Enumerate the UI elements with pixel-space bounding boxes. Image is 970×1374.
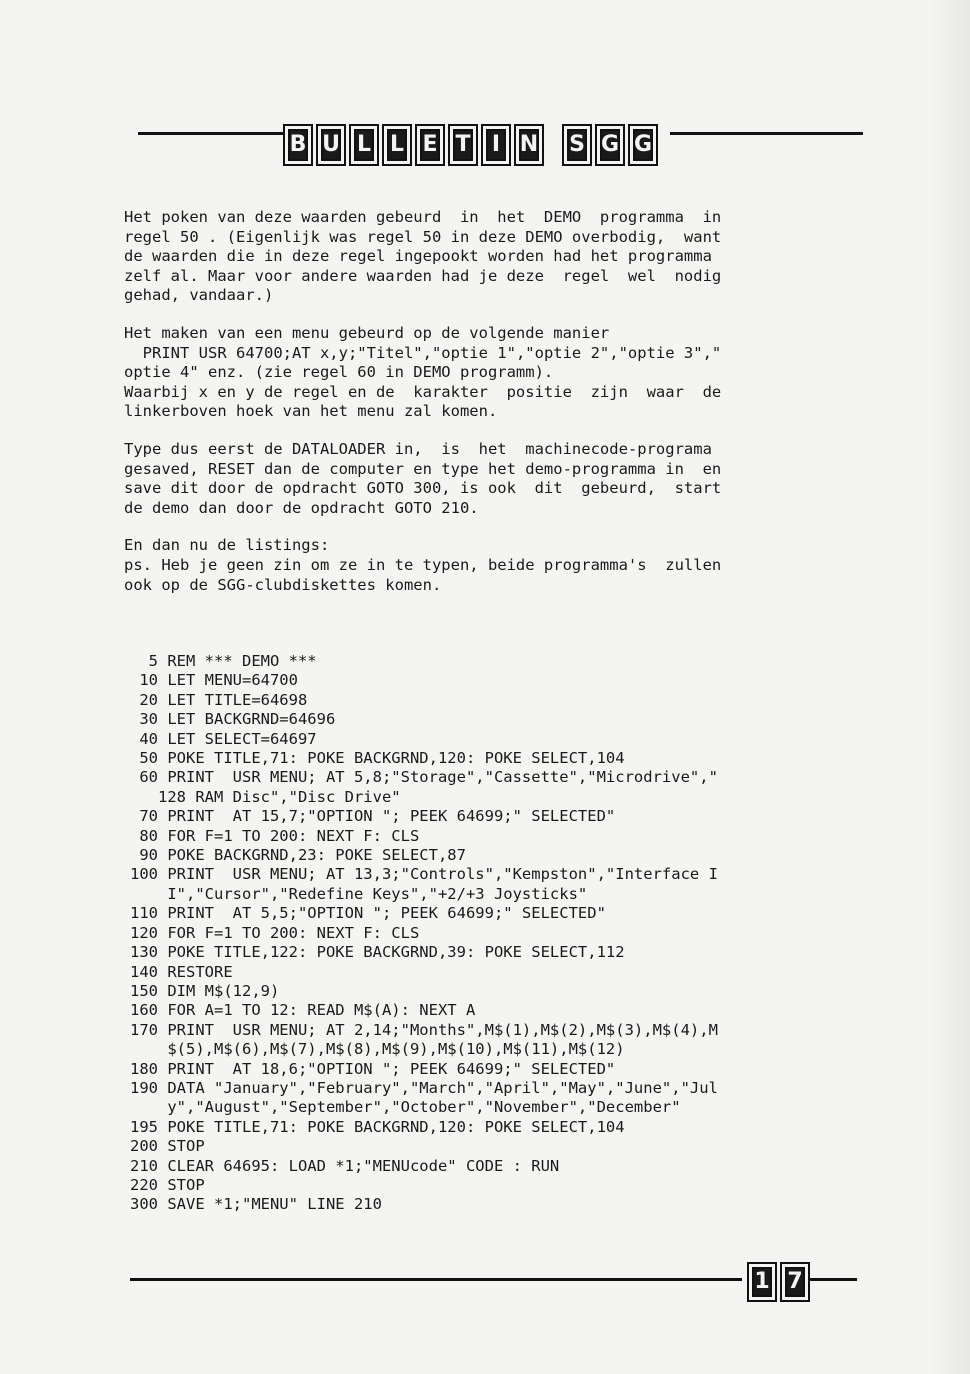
paragraph [124, 536, 870, 595]
footer-rule [130, 1278, 742, 1281]
page-letter-tile [780, 1262, 810, 1302]
listing-line: 40 LET SELECT=64697 [130, 729, 317, 748]
listing-line: 300 SAVE *1;"MENU" LINE 210 [130, 1195, 382, 1214]
paragraph-line: En dan nu de listings: [124, 536, 330, 555]
paragraph-line: gehad, vandaar.) [124, 286, 274, 305]
title1-letter-tile [448, 124, 478, 166]
title2-letter: S [569, 132, 585, 157]
title1-letter-tile [349, 124, 379, 166]
title1-letter: U [322, 132, 340, 157]
listing-line: 140 RESTORE [130, 962, 233, 981]
listing-line: 90 POKE BACKGRND,23: POKE SELECT,87 [130, 846, 466, 865]
bulletin-title [283, 118, 658, 172]
header-rule-left [138, 132, 283, 135]
paragraph-line: save dit door de opdracht GOTO 300, is ook dit gebeurd, start [124, 479, 722, 498]
header-rule-right [670, 132, 863, 135]
paragraph-line: de waarden die in deze regel ingepookt worden had het programma [124, 247, 712, 266]
listing-line: 50 POKE TITLE,71: POKE BACKGRND,120: POKE SELECT,104 [130, 749, 625, 768]
paragraph-line: Waarbij x en y de regel en de karakter positie zijn waar de [124, 382, 722, 401]
page-letter: 1 [754, 1269, 770, 1294]
listing-line: 170 PRINT USR MENU; AT 2,14;"Months",M$(1),M$(2),M$(3),M$(4),M [130, 1020, 718, 1039]
paragraph-line: ook op de SGG-clubdiskettes komen. [124, 575, 442, 594]
title1-letter: E [422, 132, 438, 157]
paragraph-line: ps. Heb je geen zin om ze in te typen, beide programma's zullen [124, 555, 722, 574]
title1-letter-tile [316, 124, 346, 166]
basic-listing [130, 652, 870, 1215]
paragraph-line: Het maken van een menu gebeurd op de volgende manier [124, 323, 610, 342]
article-body [124, 208, 870, 613]
title2-letter-tile [628, 124, 658, 166]
listing-line: 160 FOR A=1 TO 12: READ M$(A): NEXT A [130, 1001, 476, 1020]
title1-letter: N [519, 132, 539, 157]
title-word-bulletin [283, 124, 544, 166]
title1-letter: L [356, 132, 372, 157]
title1-letter-tile [415, 124, 445, 166]
page-number [747, 1262, 810, 1302]
listing-line: 180 PRINT AT 18,6;"OPTION "; PEEK 64699;" SELECTED" [130, 1059, 616, 1078]
page-edge-shadow [930, 0, 970, 1374]
paragraph-line: gesaved, RESET dan de computer en type het demo-programma in en [124, 459, 722, 478]
title2-letter: G [600, 132, 620, 157]
title1-letter: B [289, 132, 307, 157]
title1-letter-tile [514, 124, 544, 166]
paragraph [124, 440, 870, 518]
title1-letter-tile [481, 124, 511, 166]
paragraph-line: Het poken van deze waarden gebeurd in het DEMO programma in [124, 208, 722, 226]
listing-line: 20 LET TITLE=64698 [130, 690, 308, 709]
footer-rule-right [810, 1278, 857, 1281]
paragraph-line: zelf al. Maar voor andere waarden had je deze regel wel nodig [124, 266, 722, 285]
listing-line: 5 REM *** DEMO *** [130, 652, 317, 670]
title1-letter-tile [283, 124, 313, 166]
listing-line: 110 PRINT AT 5,5;"OPTION "; PEEK 64699;" SELECTED" [130, 904, 606, 923]
listing-line: 190 DATA "January","February","March","April","May","June","Jul [130, 1078, 718, 1097]
listing-line: 200 STOP [130, 1137, 205, 1156]
title2-letter-tile [595, 124, 625, 166]
listing-line: 150 DIM M$(12,9) [130, 981, 280, 1000]
page-letter: 7 [787, 1269, 803, 1294]
paragraph-line: optie 4" enz. (zie regel 60 in DEMO programm). [124, 363, 554, 382]
listing-line: 128 RAM Disc","Disc Drive" [130, 787, 401, 806]
listing-line: 120 FOR F=1 TO 200: NEXT F: CLS [130, 923, 420, 942]
listing-line: 100 PRINT USR MENU; AT 13,3;"Controls","Kempston","Interface I [130, 865, 718, 884]
listing-line: 10 LET MENU=64700 [130, 671, 298, 690]
title2-letter: G [633, 132, 653, 157]
paragraph-line: linkerboven hoek van het menu zal komen. [124, 402, 498, 421]
listing-line: 210 CLEAR 64695: LOAD *1;"MENUcode" CODE : RUN [130, 1156, 560, 1175]
listing-line: 130 POKE TITLE,122: POKE BACKGRND,39: POKE SELECT,112 [130, 943, 625, 962]
listing-line: 60 PRINT USR MENU; AT 5,8;"Storage","Cassette","Microdrive"," [130, 768, 718, 787]
listing-line: 80 FOR F=1 TO 200: NEXT F: CLS [130, 826, 420, 845]
listing-line: 220 STOP [130, 1175, 205, 1194]
title1-letter: L [389, 132, 405, 157]
title-word-sgg [562, 124, 658, 166]
paragraph-line: Type dus eerst de DATALOADER in, is het machinecode-programa [124, 439, 712, 458]
page-letter-tile [747, 1262, 777, 1302]
paragraph-line: regel 50 . (Eigenlijk was regel 50 in deze DEMO overbodig, want [124, 227, 722, 246]
listing-line: 195 POKE TITLE,71: POKE BACKGRND,120: POKE SELECT,104 [130, 1117, 625, 1136]
listing-line: y","August","September","October","November","December" [130, 1098, 681, 1117]
paragraph [124, 208, 870, 306]
listing-line: I","Cursor","Redefine Keys","+2/+3 Joysticks" [130, 884, 588, 903]
title2-letter-tile [562, 124, 592, 166]
paragraph-line: PRINT USR 64700;AT x,y;"Titel","optie 1","optie 2","optie 3"," [124, 343, 722, 362]
title1-letter: T [455, 132, 471, 157]
listing-line: $(5),M$(6),M$(7),M$(8),M$(9),M$(10),M$(11),M$(12) [130, 1040, 625, 1059]
title1-letter-tile [382, 124, 412, 166]
title1-letter: I [491, 132, 501, 157]
listing-line: 30 LET BACKGRND=64696 [130, 710, 336, 729]
paragraph [124, 324, 870, 422]
paragraph-line: de demo dan door de opdracht GOTO 210. [124, 498, 479, 517]
listing-line: 70 PRINT AT 15,7;"OPTION "; PEEK 64699;" SELECTED" [130, 807, 616, 826]
